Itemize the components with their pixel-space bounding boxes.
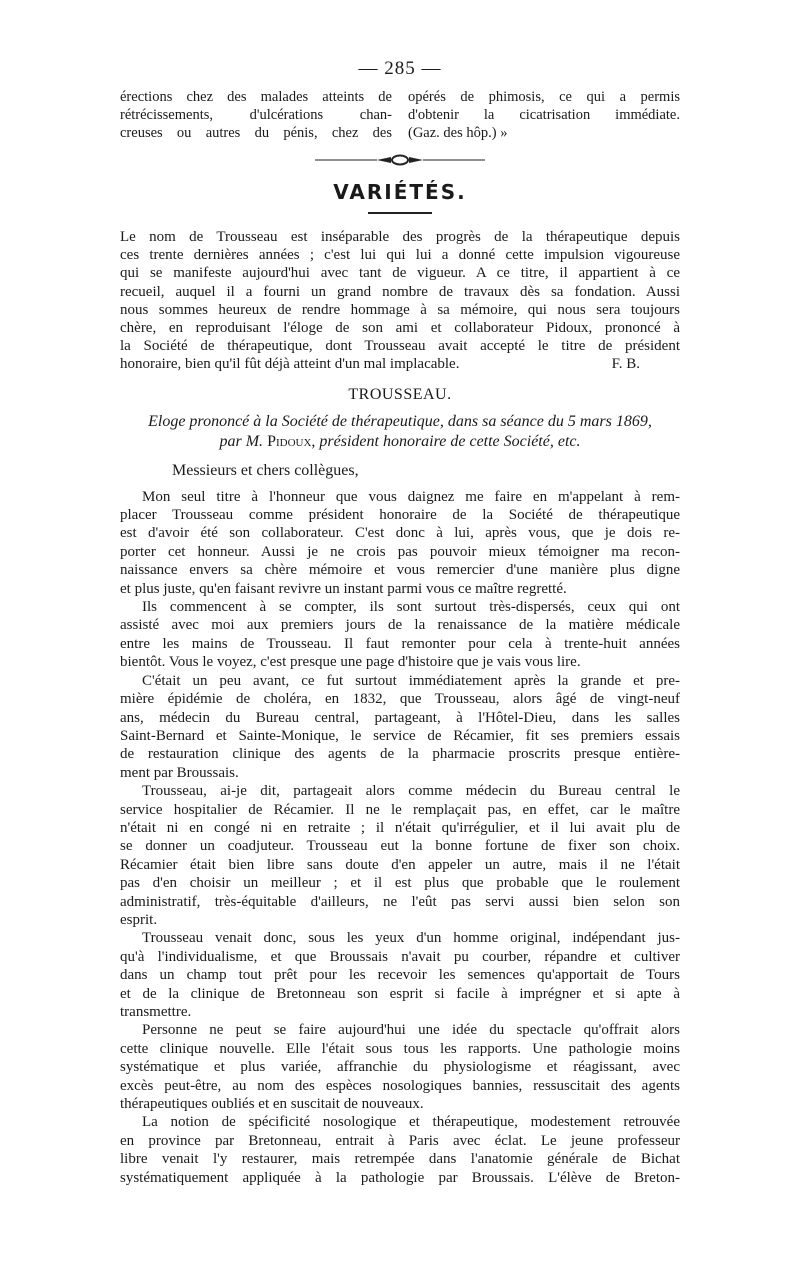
body-paragraph xyxy=(120,1113,680,1187)
body-line: n'était ni en congé ni en retraite ; il n'était qu'irrégulier, et il lui avait plu de xyxy=(120,819,680,836)
body-line: thérapeutiques oubliés et en suscitait de nouveaux. xyxy=(120,1096,424,1113)
ornament-icon xyxy=(315,154,485,166)
body-line: ment par Broussais. xyxy=(120,764,239,781)
ornamental-divider xyxy=(120,154,680,166)
body-line: C'était un peu avant, ce fut surtout immédiatement après la grande et pre- xyxy=(142,672,680,689)
book-page xyxy=(120,58,680,1187)
body-paragraph xyxy=(120,1021,680,1113)
body-line: administratif, très-équitable d'ailleurs, ne l'eût pas servi aussi bien selon son xyxy=(120,893,680,910)
body-paragraph xyxy=(120,598,680,672)
body-line: dans un champ tout prêt pour les recevoir les semences qu'apportait de Tours xyxy=(120,967,680,984)
right-column xyxy=(408,88,680,142)
body-line: porter cet honneur. Aussi je ne crois pas pouvoir mieux témoigner ma recon- xyxy=(120,543,680,560)
body-line: et plus juste, qu'en faisant revivre un instant parmi vous ce maître regretté. xyxy=(120,580,567,597)
intro-last-line: honoraire, bien qu'il fût déjà atteint d'un mal implacable. xyxy=(120,356,460,373)
right-column-line: (Gaz. des hôp.) » xyxy=(408,125,508,141)
body-line: et de la clinique de Bretonneau son esprit si facile à imprégner et si apte à xyxy=(120,985,680,1002)
top-continuation-columns xyxy=(120,88,680,142)
body-line: cette clinique nouvelle. Elle l'était sous tous les rapports. Une pathologie moins xyxy=(120,1040,680,1057)
title-rule xyxy=(368,212,432,214)
body-line: Saint-Bernard et Sainte-Monique, le service de Récamier, fit ses premiers essais xyxy=(120,727,680,744)
body-line: service hospitalier de Récamier. Il ne le remplaçait pas, en effet, car le maître xyxy=(120,801,680,818)
intro-paragraph xyxy=(120,228,680,374)
body-line: entre les mains de Trousseau. Il faut remonter pour cela à trente-huit années xyxy=(120,635,680,652)
body-line: Mon seul titre à l'honneur que vous daignez me faire en m'appelant à rem- xyxy=(142,488,680,505)
intro-line: chère, en reproduisant l'éloge de son ami et collaborateur Pidoux, prononcé à xyxy=(120,320,680,337)
body-line: Trousseau venait donc, sous les yeux d'un homme original, indépendant jus- xyxy=(142,930,680,947)
body-line: est d'avoir été son collaborateur. C'est donc à lui, après vous, que je dois re- xyxy=(120,525,680,542)
body-line: en province par Bretonneau, entrait à Paris avec éclat. Le jeune professeur xyxy=(120,1132,680,1149)
intro-line: recueil, auquel il a fourni un grand nombre de travaux dès sa fondation. Aussi xyxy=(120,283,680,300)
subtitle-line xyxy=(120,432,680,452)
body-line: se donner un coadjuteur. Trousseau eut la bonne fortune de fixer son choix. xyxy=(120,838,680,855)
subtitle-suffix: président honoraire de cette Société, etc. xyxy=(319,432,581,450)
left-column xyxy=(120,88,392,142)
body-line: mière épidémie de choléra, en 1832, que Trousseau, alors âgé de vingt-neuf xyxy=(120,691,680,708)
intro-line: qui se manifeste aujourd'hui avec tant de vigueur. A ce titre, il appartient à ce xyxy=(120,265,680,282)
body-line: libre venait l'y restaurer, mais retrempée dans l'anatomie générale de Bichat xyxy=(120,1151,680,1168)
body-line: systématiquement appliquée à la pathologie par Broussais. L'élève de Breton- xyxy=(120,1169,680,1186)
body-line: placer Trousseau comme président honoraire de la Société de thérapeutique xyxy=(120,507,680,524)
page-number: — 285 — xyxy=(358,58,442,79)
left-column-line: érections chez des malades atteints de xyxy=(120,89,392,105)
body-paragraph xyxy=(120,672,680,782)
signature: F. B. xyxy=(611,356,640,373)
body-line: Récamier était bien libre sans doute d'en appeler un autre, mais il ne l'était xyxy=(120,856,680,873)
body-line: de restauration clinique des agents de la pharmacie proscrits presque entière- xyxy=(120,746,680,763)
article-title: TROUSSEAU. xyxy=(348,385,452,403)
subtitle-line: Eloge prononcé à la Société de thérapeutique, dans sa séance du 5 mars 1869, xyxy=(148,412,652,430)
subtitle-author: Pidoux, xyxy=(267,432,316,450)
right-column-line: d'obtenir la cicatrisation immédiate. xyxy=(408,107,680,123)
intro-line: Le nom de Trousseau est inséparable des progrès de la thérapeutique depuis xyxy=(120,229,680,245)
intro-signoff xyxy=(120,355,680,373)
intro-line: nous sommes heureux de rendre hommage à sa mémoire, qui nous sera toujours xyxy=(120,301,680,318)
body-line: Personne ne peut se faire aujourd'hui une idée du spectacle qu'offrait alors xyxy=(142,1022,680,1039)
body-line: Ils commencent à se compter, ils sont surtout très-dispersés, ceux qui ont xyxy=(142,599,680,616)
greeting: Messieurs et chers collègues, xyxy=(172,461,359,479)
body-paragraph xyxy=(120,929,680,1021)
body-line: ans, médecin du Bureau central, partageant, à l'Hôtel-Dieu, dans les salles xyxy=(120,709,680,726)
body-line: transmettre. xyxy=(120,1004,192,1020)
section-title: VARIÉTÉS. xyxy=(333,180,467,204)
left-column-line: creuses ou autres du pénis, chez des xyxy=(120,125,392,141)
intro-line: la Société de thérapeutique, dont Trousseau avait accepté le titre de président xyxy=(120,338,680,355)
body-line: qu'à l'individualisme, et que Broussais n'avait pu courber, répandre et cultiver xyxy=(120,948,680,965)
body-paragraph xyxy=(120,488,680,598)
body-paragraph xyxy=(120,782,680,929)
right-column-line: opérés de phimosis, ce qui a permis xyxy=(408,89,680,105)
body-line: bientôt. Vous le voyez, c'est presque une page d'histoire que je vais vous lire. xyxy=(120,654,581,671)
left-column-line: rétrécissements, d'ulcérations chan- xyxy=(120,107,392,123)
body-line: naissance envers sa chère mémoire et vous remercier d'une manière plus digne xyxy=(120,562,680,579)
body-line: esprit. xyxy=(120,911,158,928)
body-line: pas d'en choisir un meilleur ; et il est plus que probable que le roulement xyxy=(120,875,680,892)
article-body xyxy=(120,488,680,1187)
body-line: excès peut-être, au nom des espèces nosologiques bannies, ressuscitait des agents xyxy=(120,1077,680,1094)
body-line: assisté avec moi aux premiers jours de la renaissance de la matière médicale xyxy=(120,617,680,634)
body-line: La notion de spécificité nosologique et thérapeutique, modestement retrouvée xyxy=(142,1114,680,1131)
subtitle-prefix: par M. xyxy=(219,432,264,450)
intro-line: ces trente dernières années ; c'est lui qui lui a donné cette impulsion vigoureuse xyxy=(120,247,680,264)
article-subtitle xyxy=(120,412,680,452)
body-line: Trousseau, ai-je dit, partageait alors comme médecin du Bureau central le xyxy=(142,783,680,800)
body-line: systématique et plus variée, affranchie du physiologisme et réagissant, avec xyxy=(120,1059,680,1076)
